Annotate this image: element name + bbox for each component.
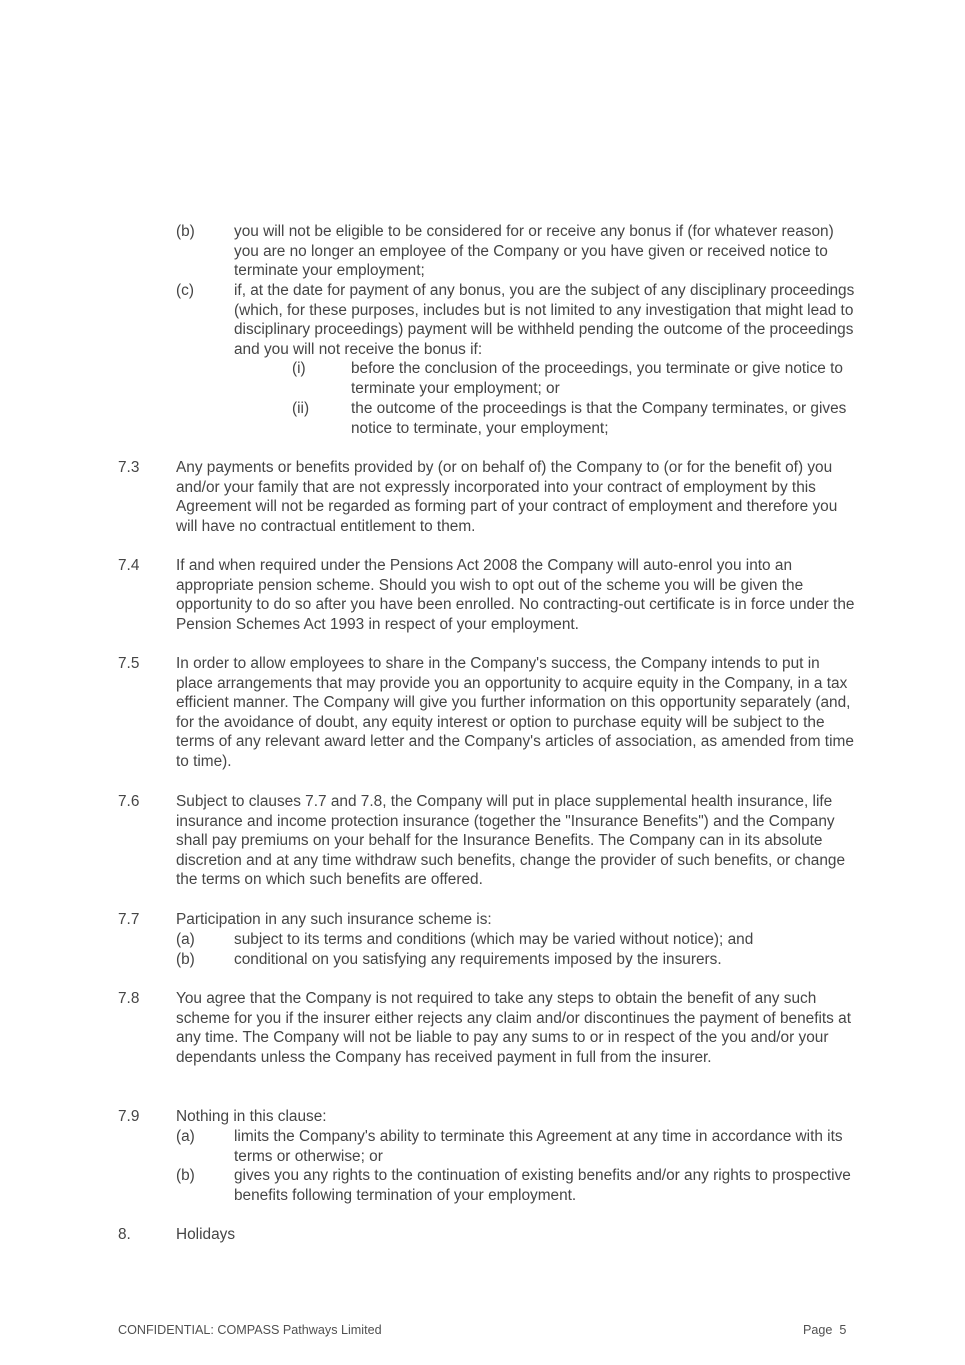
clause-text: Any payments or benefits provided by (or on behalf of) the Company to (or for the benefit of) you and/or your family that are not expressly incorporated into your contract of employment by this Agreement will not be regarded as forming part of your contract of employment and therefore you will have no contractual entitlement to them.	[176, 459, 838, 535]
sub-clause-text: subject to its terms and conditions (which may be varied without notice); and	[234, 931, 754, 948]
sub-sub-clause-label: (ii)	[292, 400, 310, 417]
sub-clause-text: conditional on you satisfying any requirements imposed by the insurers.	[234, 951, 722, 968]
sub-clause-text: you will not be eligible to be considered for or receive any bonus if (for whatever reason) you are no longer an employee of the Company or you have given or received notice to terminate your employment;	[234, 223, 834, 280]
sub-clause-label: (b)	[176, 951, 195, 968]
sub-clause-label: (b)	[176, 1167, 195, 1184]
clause-text: Subject to clauses 7.7 and 7.8, the Company will put in place supplemental health insurance, life insurance and income protection insurance (together the "Insurance Benefits") and the Company shall pay premiums on your behalf for the Insurance Benefits. The Company can in its absolute discretion and at any time withdraw such benefits, change the provider of such benefits, or change the terms on which such benefits are offered.	[176, 793, 846, 889]
clause-number: 7.6	[118, 793, 140, 810]
clause-text: Nothing in this clause:	[176, 1108, 327, 1125]
section-heading: Holidays	[176, 1226, 236, 1243]
clause-text: In order to allow employees to share in the Company's success, the Company intends to put in place arrangements that may provide you an opportunity to acquire equity in the Company, in a tax efficient manner. The Company will give you further information on this opportunity separately (and, for the avoidance of doubt, any equity interest or option to purchase equity will be subject to the terms of any relevant award letter and the Company's articles of association, as amended from time to time).	[176, 655, 854, 770]
clause-number: 8.	[118, 1226, 131, 1243]
page-label: Page	[803, 1323, 833, 1337]
page-number: 5	[839, 1323, 847, 1337]
clause-text: You agree that the Company is not required to take any steps to obtain the benefit of any such scheme for you if the insurer either rejects any claim and/or discontinues the payment of benefits at any time. The Company will not be liable to pay any sums to or in respect of the you and/or your dependants unless the Company has received payment in full from the insurer.	[176, 990, 851, 1066]
clause-text: Participation in any such insurance scheme is:	[176, 911, 492, 928]
sub-clause-text: limits the Company's ability to terminate this Agreement at any time in accordance with its terms or otherwise; or	[234, 1128, 843, 1165]
sub-clause-label: (a)	[176, 931, 195, 948]
clause-text: If and when required under the Pensions Act 2008 the Company will auto-enrol you into an appropriate pension scheme. Should you wish to opt out of the scheme you will be given the opportunity to do so after you have been enrolled. No contracting-out certificate is in force under the Pension Schemes Act 1993 in respect of your employment.	[176, 557, 855, 633]
sub-sub-clause-text: before the conclusion of the proceedings, you terminate or give notice to terminate your employment; or	[351, 360, 843, 397]
clause-number: 7.3	[118, 459, 140, 476]
sub-sub-clause-label: (i)	[292, 360, 306, 377]
sub-clause-text: gives you any rights to the continuation of existing benefits and/or any rights to prospective benefits following termination of your employment.	[234, 1167, 851, 1204]
clause-number: 7.4	[118, 557, 140, 574]
clause-number: 7.7	[118, 911, 140, 928]
sub-clause-label: (a)	[176, 1128, 195, 1145]
footer-confidential: CONFIDENTIAL: COMPASS Pathways Limited	[118, 1323, 382, 1337]
sub-clause-label: (c)	[176, 282, 194, 299]
sub-clause-text: if, at the date for payment of any bonus, you are the subject of any disciplinary proceedings (which, for these purposes, includes but is not limited to any investigation that might lead to disciplinary proceedings) payment will be withheld pending the outcome of the proceedings and you will not receive the bonus if:	[234, 282, 855, 358]
clause-number: 7.5	[118, 655, 140, 672]
sub-clause-label: (b)	[176, 223, 195, 240]
clause-number: 7.8	[118, 990, 140, 1007]
footer-page	[803, 1322, 863, 1338]
clause-number: 7.9	[118, 1108, 140, 1125]
sub-sub-clause-text: the outcome of the proceedings is that the Company terminates, or gives notice to terminate, your employment;	[351, 400, 847, 437]
